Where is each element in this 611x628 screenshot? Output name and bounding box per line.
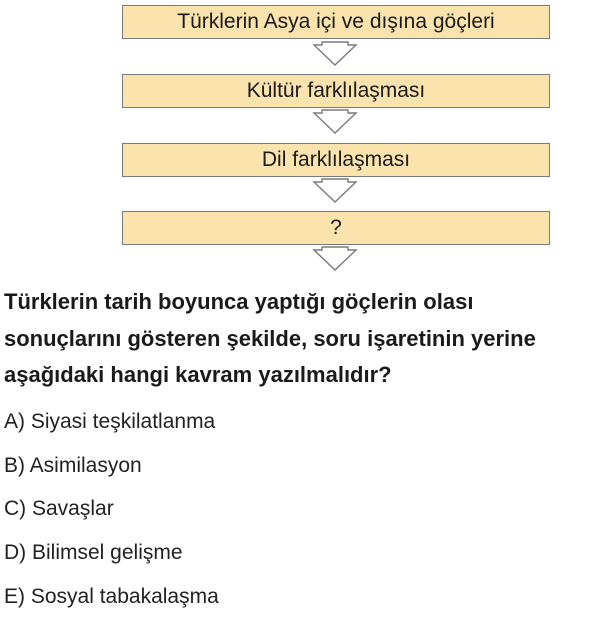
flow-step-2: Kültür farklılaşması [122, 74, 550, 108]
option-c[interactable]: C) Savaşlar [4, 497, 114, 520]
option-a[interactable]: A) Siyasi teşkilatlanma [4, 410, 216, 433]
option-d[interactable]: D) Bilimsel gelişme [4, 541, 183, 564]
question-line: Türklerin tarih boyunca yaptığı göçlerin olası [4, 289, 474, 314]
option-b[interactable]: B) Asimilasyon [4, 454, 142, 477]
down-arrow-icon [310, 246, 360, 272]
question-line: sonuçlarını gösteren şekilde, soru işaretinin yerine [4, 325, 536, 351]
down-arrow-icon [310, 41, 360, 67]
down-arrow-icon [310, 178, 360, 204]
option-e[interactable]: E) Sosyal tabakalaşma [4, 585, 219, 608]
question-line: aşağıdaki hangi kavram yazılmalıdır? [4, 362, 392, 387]
flow-step-1: Türklerin Asya içi ve dışına göçleri [122, 5, 550, 39]
flow-step-unknown: ? [122, 211, 550, 245]
down-arrow-icon [310, 109, 360, 135]
flow-step-3: Dil farklılaşması [122, 143, 550, 177]
question-stem [4, 284, 609, 394]
